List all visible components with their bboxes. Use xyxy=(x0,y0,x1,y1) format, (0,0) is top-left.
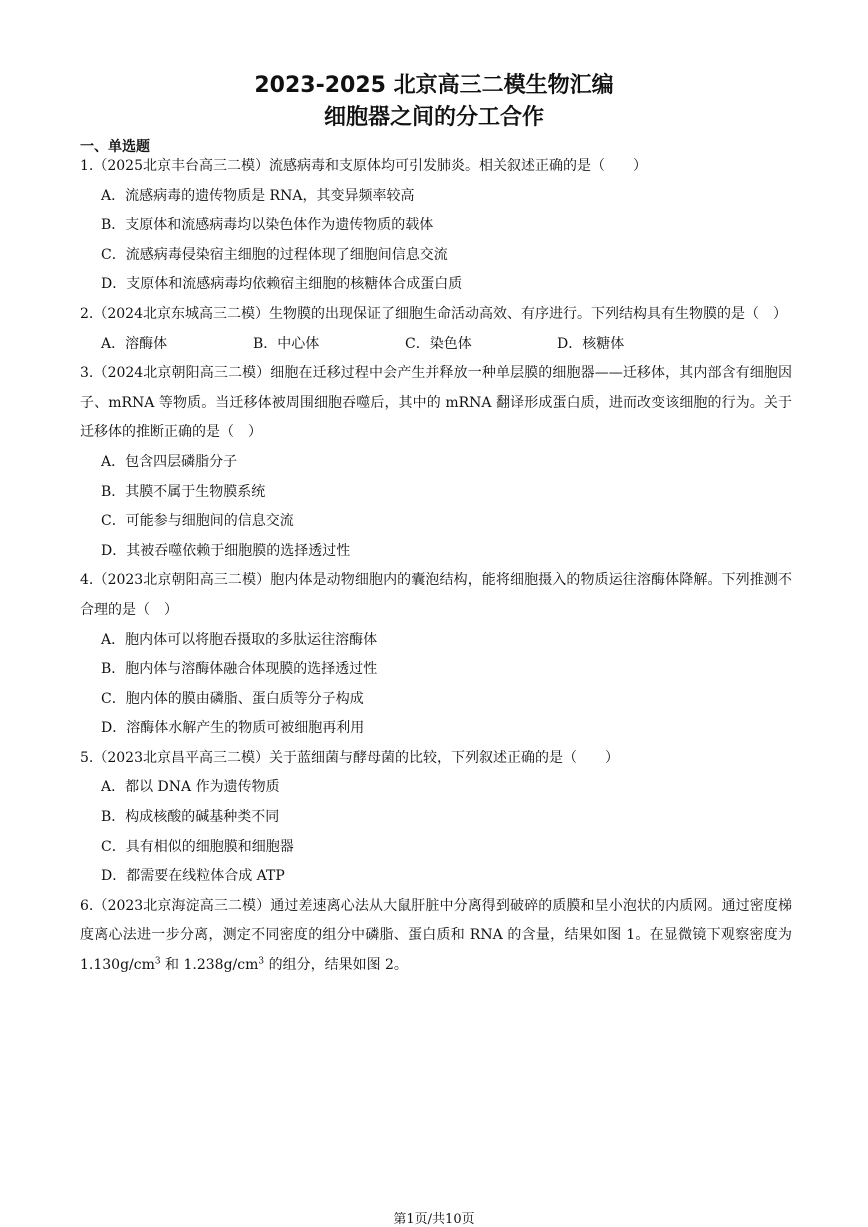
question-1 xyxy=(80,152,792,300)
question-source: （2023北京朝阳高三二模） xyxy=(93,572,271,589)
question-number: 5. xyxy=(80,749,94,766)
question-2 xyxy=(80,300,792,359)
option-b: B．胞内体与溶酶体融合体现膜的选择透过性 xyxy=(101,661,378,678)
question-number: 2. xyxy=(80,305,94,322)
question-text-part2: 和 1.238g/cm xyxy=(160,957,259,974)
option-a: A．胞内体可以将胞吞摄取的多肽运往溶酶体 xyxy=(101,631,378,648)
question-stem xyxy=(80,566,792,625)
question-3 xyxy=(80,359,792,566)
option-d: D．都需要在线粒体合成 ATP xyxy=(101,868,285,885)
question-source: （2024北京朝阳高三二模） xyxy=(93,365,271,382)
option-a: A．包含四层磷脂分子 xyxy=(101,453,238,470)
question-number: 1. xyxy=(80,158,94,174)
question-text-part3: 的组分，结果如图 2。 xyxy=(264,957,408,974)
option-c: C．胞内体的膜由磷脂、蛋白质等分子构成 xyxy=(101,690,364,707)
superscript: 3 xyxy=(258,956,265,967)
question-number: 6. xyxy=(80,897,94,914)
section-heading: 一、单选题 xyxy=(80,139,150,155)
page-number: 第1页/共10页 xyxy=(393,1212,475,1227)
question-text: 生物膜的出现保证了细胞生命活动高效、有序进行。下列结构具有生物膜的是（ ） xyxy=(269,305,787,322)
question-number: 3. xyxy=(80,365,94,382)
option-d: D．溶酶体水解产生的物质可被细胞再利用 xyxy=(101,720,365,737)
question-text: 流感病毒和支原体均可引发肺炎。相关叙述正确的是（ ） xyxy=(269,158,647,174)
page-subtitle: 细胞器之间的分工合作 xyxy=(323,105,544,130)
question-stem xyxy=(80,892,792,981)
question-stem xyxy=(80,300,792,330)
option-c: C．具有相似的细胞膜和细胞器 xyxy=(101,838,294,855)
question-4 xyxy=(80,566,792,744)
question-stem xyxy=(80,359,792,448)
options-row xyxy=(80,330,792,360)
question-5 xyxy=(80,744,792,892)
option-c: C．流感病毒侵染宿主细胞的过程体现了细胞间信息交流 xyxy=(101,246,448,263)
option-a: A．都以 DNA 作为遗传物质 xyxy=(101,779,280,796)
page-title: 2023-2025 北京高三二模生物汇编 xyxy=(254,73,614,98)
question-text: 关于蓝细菌与酵母菌的比较，下列叙述正确的是（ ） xyxy=(269,749,619,766)
question-list xyxy=(80,152,792,981)
question-text-part1: 通过差速离心法从大鼠肝脏中分离得到破碎的质膜和呈小泡状的内质网。通过密度梯度离心法进一步分离，测定不同密度的组分中磷脂、蛋白质和 RNA 的含量，结果如图 1。在显微镜下观察密度为 1.130g/cm xyxy=(80,897,792,974)
question-source: （2023北京昌平高三二模） xyxy=(93,749,269,766)
superscript: 3 xyxy=(154,956,161,967)
option-b: B．支原体和流感病毒均以染色体作为遗传物质的载体 xyxy=(101,217,434,234)
question-6 xyxy=(80,892,792,981)
option-a: A．溶酶体 xyxy=(101,335,168,352)
option-d: D．其被吞噬依赖于细胞膜的选择透过性 xyxy=(101,542,351,559)
question-number: 4. xyxy=(80,572,94,589)
question-stem xyxy=(80,744,792,774)
option-c: C．可能参与细胞间的信息交流 xyxy=(101,513,294,530)
question-stem xyxy=(80,152,792,182)
question-source: （2023北京海淀高三二模） xyxy=(93,897,271,914)
option-b: B．构成核酸的碱基种类不同 xyxy=(101,809,280,826)
question-source: （2024北京东城高三二模） xyxy=(93,305,269,322)
option-a: A．流感病毒的遗传物质是 RNA，其变异频率较高 xyxy=(101,187,415,204)
option-b: B．其膜不属于生物膜系统 xyxy=(101,483,266,500)
question-text: 细胞在迁移过程中会产生并释放一种单层膜的细胞器——迁移体，其内部含有细胞因子、mRNA 等物质。当迁移体被周围细胞吞噬后，其中的 mRNA 翻译形成蛋白质，进而改变该细胞的行为。关于迁移体的推断正确的是（ ） xyxy=(80,365,792,441)
option-d: D．支原体和流感病毒均依赖宿主细胞的核糖体合成蛋白质 xyxy=(101,276,463,293)
question-text: 胞内体是动物细胞内的囊泡结构，能将细胞摄入的物质运往溶酶体降解。下列推测不合理的是（ ） xyxy=(80,572,792,618)
option-c: C．染色体 xyxy=(405,335,472,352)
option-d: D．核糖体 xyxy=(557,335,625,352)
option-b: B．中心体 xyxy=(253,335,320,352)
question-source: （2025北京丰台高三二模） xyxy=(93,158,269,174)
